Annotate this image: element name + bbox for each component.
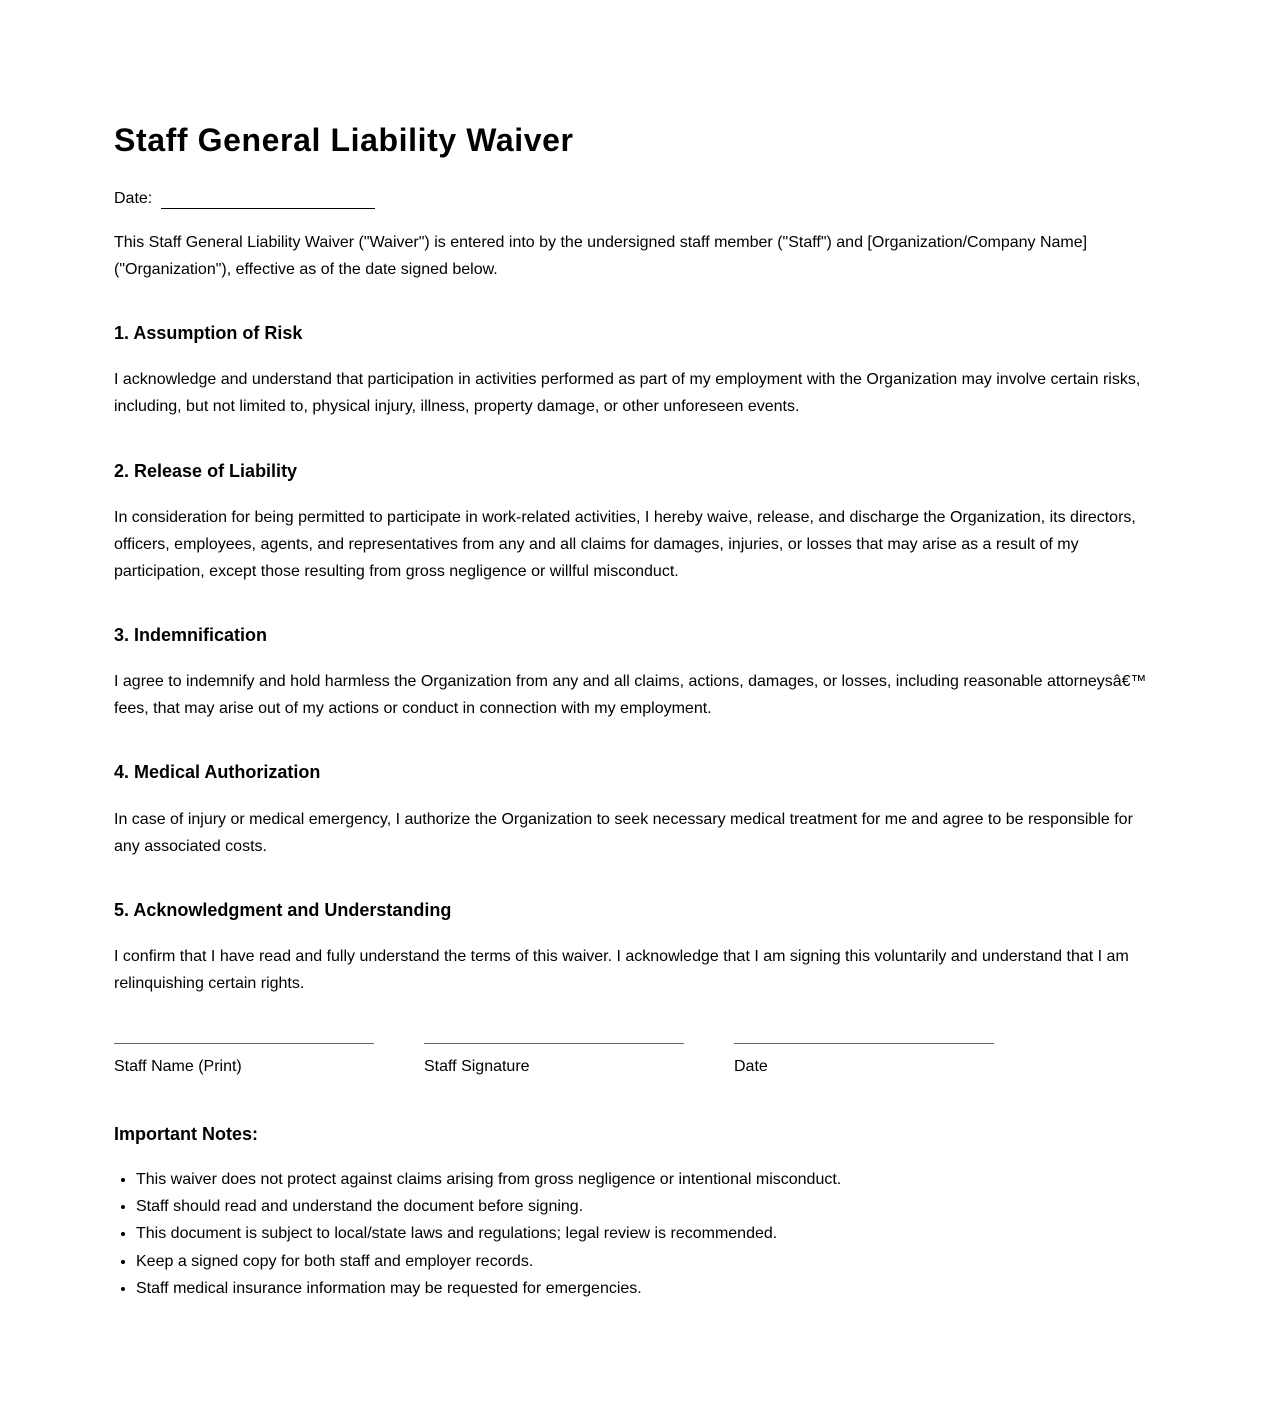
section-body-medical-authorization: In case of injury or medical emergency, I authorize the Organization to seek necessary medical treatment for me and agree to be responsible for any associated costs. — [114, 811, 1133, 855]
staff-name-line[interactable] — [114, 1043, 374, 1044]
note-item: • This waiver does not protect against claims arising from gross negligence or intentional misconduct. — [136, 1166, 841, 1193]
note-item: • Keep a signed copy for both staff and employer records. — [136, 1248, 841, 1275]
section-title-assumption-of-risk: 1. Assumption of Risk — [114, 323, 303, 343]
date-blank-line[interactable] — [161, 194, 375, 209]
section-body-release-of-liability: In consideration for being permitted to participate in work-related activities, I hereby waive, release, and discharge the Organization, its directors, officers, employees, agents, and representatives from any and all claims for damages, injuries, or losses that may arise as a result of my participation, except those resulting from gross negligence or willful misconduct. — [114, 509, 1136, 580]
note-item: • Staff should read and understand the document before signing. — [136, 1193, 841, 1220]
staff-signature-line[interactable] — [424, 1043, 684, 1044]
signature-date-line[interactable] — [734, 1043, 994, 1044]
section-title-acknowledgment: 5. Acknowledgment and Understanding — [114, 900, 452, 920]
important-notes-list — [114, 1166, 841, 1302]
signature-date-label: Date — [734, 1058, 768, 1075]
staff-name-signature-field — [114, 1043, 374, 1077]
important-notes-title: Important Notes: — [114, 1124, 258, 1144]
page-title: Staff General Liability Waiver — [114, 122, 574, 158]
signature-block — [114, 1043, 1044, 1077]
section-title-release-of-liability: 2. Release of Liability — [114, 461, 298, 481]
section-body-assumption-of-risk: I acknowledge and understand that participation in activities performed as part of my employment with the Organization may involve certain risks, including, but not limited to, physical injury, illness, property damage, or other unforeseen events. — [114, 371, 1141, 415]
date-field-row — [114, 189, 1149, 209]
date-label: Date: — [114, 190, 153, 207]
section-body-indemnification: I agree to indemnify and hold harmless the Organization from any and all claims, actions, damages, or losses, including reasonable attorneysâ€™ fees, that may arise out of my actions or conduct in connection with my employment. — [114, 673, 1147, 717]
staff-name-label: Staff Name (Print) — [114, 1058, 242, 1075]
section-title-indemnification: 3. Indemnification — [114, 625, 268, 645]
section-body-acknowledgment: I confirm that I have read and fully understand the terms of this waiver. I acknowledge that I am signing this voluntarily and understand that I am relinquishing certain rights. — [114, 948, 1129, 992]
note-item: • Staff medical insurance information may be requested for emergencies. — [136, 1275, 841, 1302]
staff-signature-label: Staff Signature — [424, 1058, 530, 1075]
signature-date-field — [734, 1043, 994, 1077]
section-title-medical-authorization: 4. Medical Authorization — [114, 762, 321, 782]
intro-paragraph: This Staff General Liability Waiver ("Waiver") is entered into by the undersigned staff member ("Staff") and [Organization/Company Name] ("Organization"), effective as of the date signed below. — [114, 234, 1088, 278]
note-item: • This document is subject to local/state laws and regulations; legal review is recommended. — [136, 1220, 841, 1247]
staff-signature-field — [424, 1043, 684, 1077]
